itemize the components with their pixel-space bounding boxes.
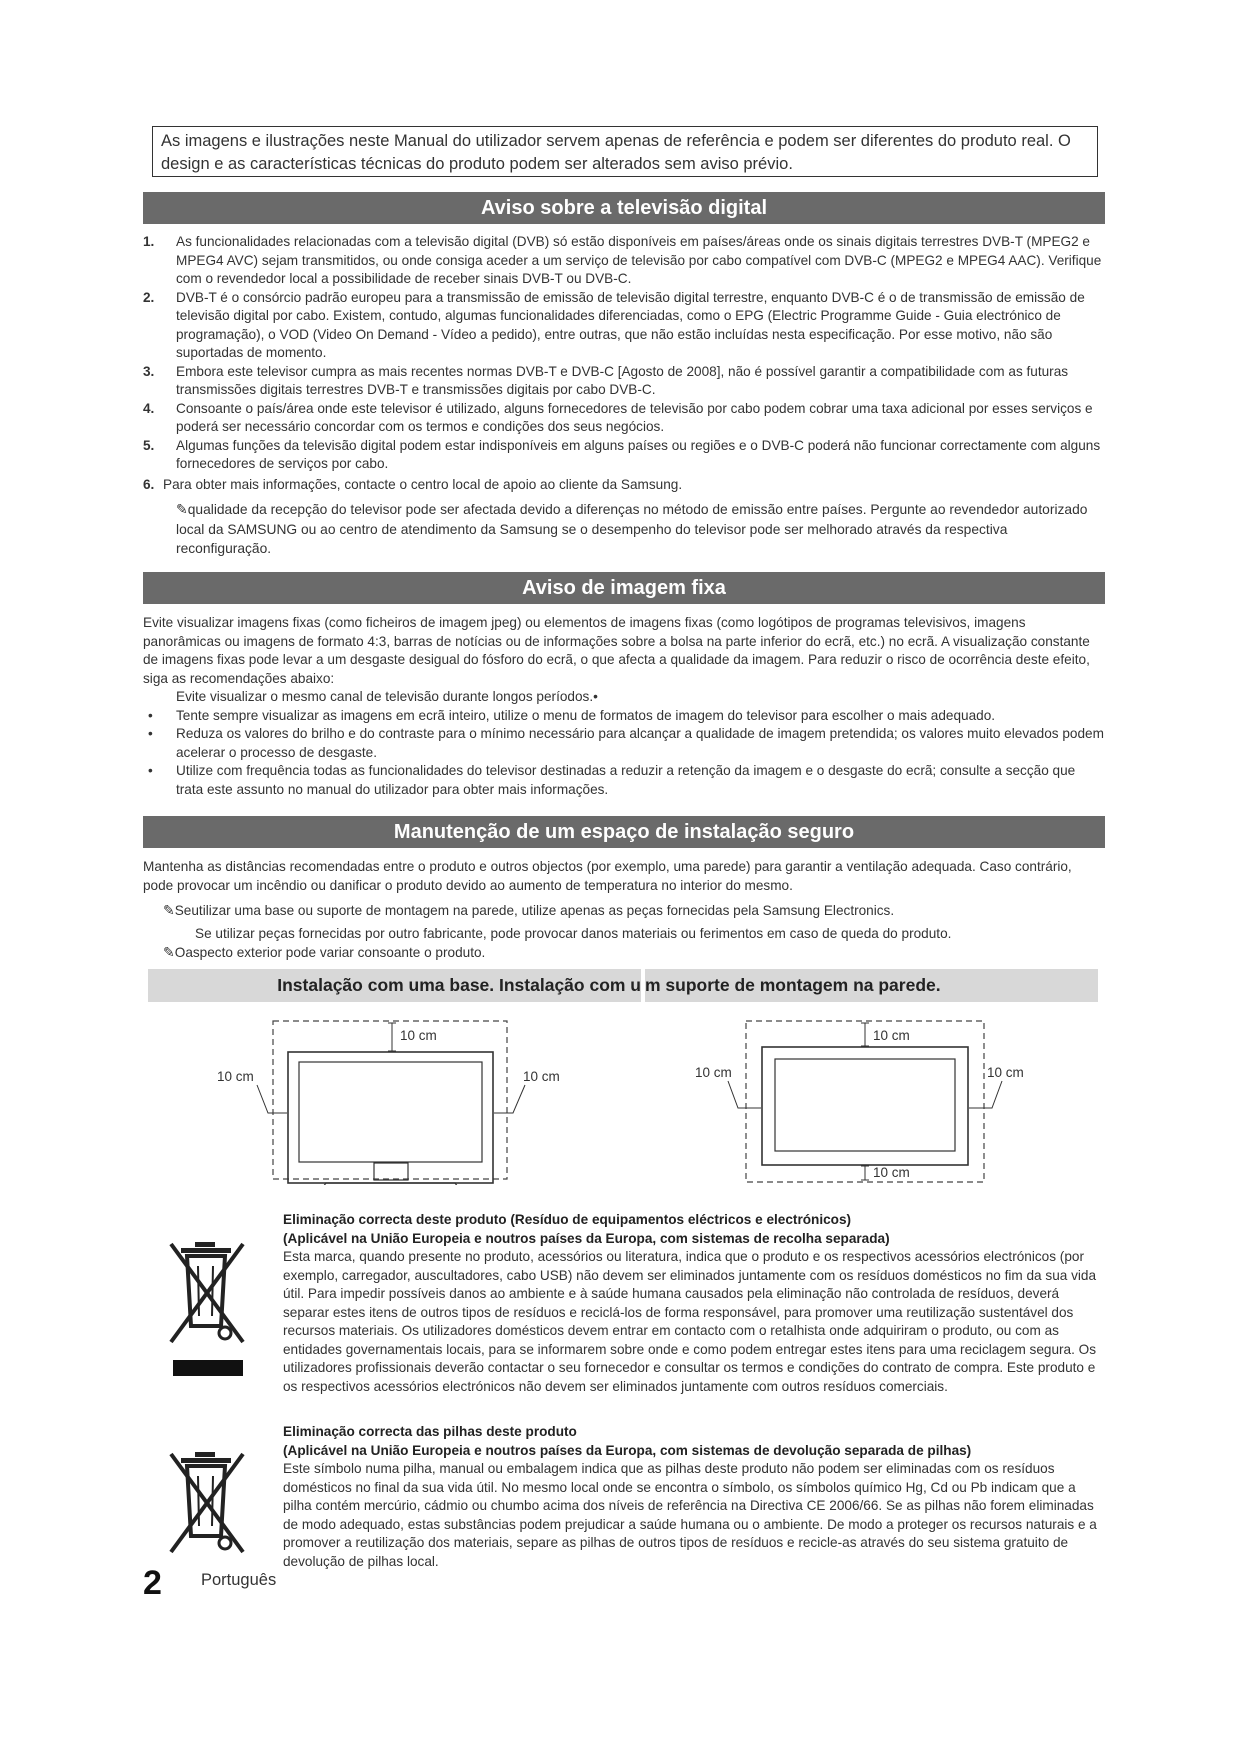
- installation-body: [143, 858, 1105, 963]
- weee-text: Esta marca, quando presente no produto, acessórios ou literatura, indica que o produto e os respectivos acessórios electrónicos (por exemplo, carregador, auscultadores, cabo USB) não devem ser eliminados juntamente com os resíduos domésticos no fim da sua vida útil. Para impedir possíveis danos ao ambiente e à saúde humana causados pela eliminação não controlada de resíduos, deverá separar estes itens de outros tipos de resíduos e reciclá-los de forma responsável, para promover uma reutilização sustentável dos recursos materiais. Os utilizadores domésticos devem entrar em contacto com o retalhista onde adquiriram o produto, ou com as entidades governamentais locais, para se informarem sobre onde e como podem entregar estes itens para uma reciclagem segura. Os utilizadores profissionais deverão contactar o seu fornecedor e consultar os termos e condições do contrato de compra. Este produto e os respectivos acessórios electrónicos não devem ser eliminados juntamente com outros resíduos comerciais.: [283, 1249, 1097, 1394]
- list-item: 4. Consoante o país/área onde este televisor é utilizado, alguns fornecedores de televisão por cabo podem cobrar uma taxa adicional por esses serviços e poderá ser necessário concordar com os termos e condições dos seus negócios.: [143, 400, 1093, 434]
- section-header-installation: Manutenção de um espaço de instalação seguro: [143, 816, 1105, 848]
- section-header-still-image: Aviso de imagem fixa: [143, 572, 1105, 604]
- battery-block: [283, 1423, 1103, 1571]
- dist-top: 10 cm: [873, 1028, 910, 1043]
- battery-subtitle: (Aplicável na União Europeia e noutros países da Europa, com sistemas de devolução separada de pilhas): [283, 1442, 972, 1458]
- weee-black-bar: [173, 1360, 243, 1376]
- dist-bottom: 10 cm: [873, 1165, 910, 1180]
- battery-title: Eliminação correcta das pilhas deste produto: [283, 1424, 577, 1439]
- installation-note-1: ✎Seutilizar uma base ou suporte de montagem na parede, utilize apenas as peças fornecidas pela Samsung Electronics.: [163, 902, 895, 918]
- battery-crossed-bin-icon: [165, 1448, 255, 1558]
- list-item: 3. Embora este televisor cumpra as mais recentes normas DVB-T e DVB-C [Agosto de 2008], não é possível garantir a compatibilidade com as futuras transmissões digitais terrestres DVB-T e transmissões digitais por cabo DVB-C.: [143, 363, 1069, 397]
- note-pencil-icon: ✎: [176, 501, 188, 517]
- stand-clearance-diagram: [205, 1015, 575, 1185]
- tv-stand-neck: [374, 1163, 408, 1180]
- battery-text: Este símbolo numa pilha, manual ou embalagem indica que as pilhas deste produto não podem ser eliminadas com os resíduos domésticos no final da sua vida útil. No mesmo local onde se encontra o símbolo, os símbolos químico Hg, Cd ou Pb indicam que a pilha contém mercúrio, cádmio ou chumbo acima dos níveis de referência na Directiva CE 2006/66. Se as pilhas não forem eliminadas de modo adequado, estas substâncias podem prejudicar a saúde humana ou o ambiente. De modo a proteger os recursos naturais e a promover a reutilização dos materiais, separe as pilhas de outros tipos de resíduos e recicle-as através do seu sistema gratuito de devolução de pilhas local.: [283, 1461, 1097, 1569]
- clearance-boundary: [273, 1021, 507, 1179]
- subheader-stand-left: Instalação com uma base. Instalação com u: [148, 969, 641, 1002]
- disclaimer-box: [152, 126, 1098, 177]
- dist-left: 10 cm: [217, 1069, 254, 1084]
- note-pencil-icon: ✎: [163, 944, 175, 960]
- list-item: • Tente sempre visualizar as imagens em ecrã inteiro, utilize o menu de formatos de imagem do televisor para escolher o mais adequado.: [148, 707, 996, 723]
- weee-subtitle: (Aplicável na União Europeia e noutros países da Europa, com sistemas de recolha separada): [283, 1230, 890, 1246]
- dist-right: 10 cm: [523, 1069, 560, 1084]
- section-header-digital-tv: Aviso sobre a televisão digital: [143, 192, 1105, 224]
- digital-tv-list: [143, 233, 1103, 559]
- list-item: • Reduza os valores do brilho e do contraste para o mínimo necessário para alcançar a qualidade de imagem pretendida; os valores muito elevados podem acelerar o processo de desgaste.: [148, 726, 1104, 760]
- list-item: • Utilize com frequência todas as funcionalidades do televisor destinadas a reduzir a retenção da imagem e o desgaste do ecrã; consulte a secção que trata este assunto no manual do utilizador para obter mais informações.: [148, 763, 1076, 797]
- installation-note-2: Se utilizar peças fornecidas por outro fabricante, pode provocar danos materiais ou ferimentos em caso de queda do produto.: [195, 925, 952, 941]
- installation-intro: Mantenha as distâncias recomendadas entre o produto e outros objectos (por exemplo, uma parede) para garantir a ventilação adequada. Caso contrário, pode provocar um incêndio ou danificar o produto devido ao aumento de temperatura no interior do mesmo.: [143, 859, 1072, 893]
- wall-mount-clearance-diagram: [690, 1015, 1030, 1185]
- tv-bezel: [762, 1047, 968, 1165]
- dist-left: 10 cm: [695, 1065, 732, 1080]
- list-item: 5. Algumas funções da televisão digital podem estar indisponíveis em alguns países ou regiões e o DVB-C poderá não funcionar correctamente com alguns fornecedores de serviços por cabo.: [143, 437, 1101, 471]
- dist-top: 10 cm: [400, 1028, 437, 1043]
- still-image-intro: Evite visualizar imagens fixas (como ficheiros de imagem jpeg) ou elementos de imagens fixas (como logótipos de programas televisivos, imagens panorâmicas ou imagens de formato 4:3, barras de notícias ou de informações sobre a bolsa na parte inferior do ecrã, etc.) no ecrã. A visualização constante de imagens fixas pode levar a um desgaste desigual do fósforo do ecrã, o que afecta a qualidade da imagem. Para reduzir o risco de ocorrência deste efeito, siga as recomendações abaixo:: [143, 615, 1090, 686]
- tv-screen: [775, 1059, 955, 1151]
- reception-note: ✎qualidade da recepção do televisor pode ser afectada devido a diferenças no método de emissão entre países. Pergunte ao revendedor autorizado local da SAMSUNG ou ao centro de atendimento da Samsung se o desempenho do televisor pode ser melhorado através da respectiva reconfiguração.: [176, 501, 1088, 556]
- list-item: 6. Para obter mais informações, contacte o centro local de apoio ao cliente da Samsung.: [143, 476, 683, 492]
- list-item: 1. As funcionalidades relacionadas com a televisão digital (DVB) só estão disponíveis em países/áreas onde os sinais digitais terrestres DVB-T (MPEG2 e MPEG4 AVC) sejam transmitidos, ou onde consiga aceder a um serviço de televisão por cabo compatível com DVB-C (MPEG2 e MPEG4 AAC). Verifique com o revendedor local a possibilidade de receber sinais DVB-T ou DVB-C.: [143, 234, 1102, 286]
- disclaimer-text: As imagens e ilustrações neste Manual do utilizador servem apenas de referência e podem ser diferentes do produto real. O design e as características técnicas do produto podem ser alterados sem aviso prévio.: [161, 132, 1071, 173]
- note-pencil-icon: ✎: [163, 902, 175, 918]
- weee-block: [283, 1211, 1103, 1396]
- page-language: Português: [201, 1571, 277, 1589]
- list-item: 2. DVB-T é o consórcio padrão europeu para a transmissão de emissão de televisão digital terrestre, enquanto DVB-C é o de transmissão de emissão de televisão digital por cabo. Existem, contudo, algumas funcionalidades diferenciadas, como o EPG (Electric Programme Guide - Guia electrónico de programação), o VOD (Video On Demand - Vídeo a pedido), entre outras, que não estão incluídas nesta especificação. Por esse motivo, não são suportadas de momento.: [143, 289, 1085, 360]
- tv-stand-base: [320, 1183, 461, 1185]
- subheader-wall-right: m suporte de montagem na parede.: [645, 969, 1098, 1002]
- still-image-body: [143, 614, 1105, 799]
- weee-title: Eliminação correcta deste produto (Resíduo de equipamentos eléctricos e electrónicos): [283, 1212, 852, 1227]
- installation-note-3: ✎Oaspecto exterior pode variar consoante o produto.: [163, 944, 486, 960]
- dist-right: 10 cm: [987, 1065, 1024, 1080]
- still-image-first-tip: Evite visualizar o mesmo canal de televisão durante longos períodos.•: [176, 689, 598, 704]
- page-number: 2: [143, 1564, 162, 1602]
- tv-screen: [299, 1062, 482, 1162]
- weee-crossed-bin-icon: [165, 1238, 255, 1380]
